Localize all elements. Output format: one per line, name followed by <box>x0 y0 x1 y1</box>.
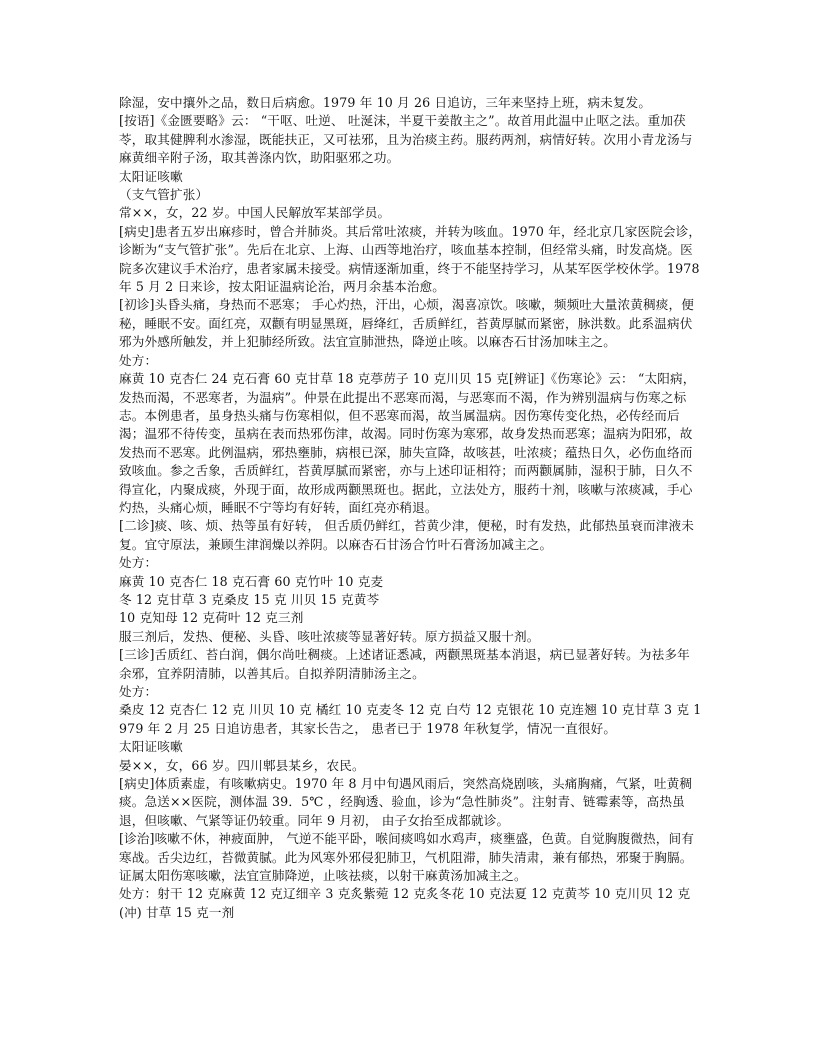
prescription-line: 麻黄 10 克杏仁 18 克石膏 60 克竹叶 10 克麦 <box>119 573 384 589</box>
prescription-label: 处方： <box>119 555 158 571</box>
case-heading: 太阳证咳嗽 <box>119 168 183 184</box>
patient-info: 晏××，女，66 岁。四川郫县某乡，农民。 <box>119 757 365 773</box>
paragraph-prescription-followup: 桑皮 12 克杏仁 12 克 川贝 10 克 橘红 10 克麦冬 12 克 白芍 12 克银花 10 克连翘 10 克甘草 3 克 1979 年 2 月 25 日追访患者，其家长告之， 患者已于 1978 年秋复学，情况一直很好。 <box>119 702 702 736</box>
paragraph-history: [病史]患者五岁出麻疹时，曾合并肺炎。其后常吐浓痰，并转为咳血。1970 年，经北京几家医院会诊，诊断为“支气管扩张”。先后在北京、上海、山西等地治疗，咳血基本控制，但经常头痛，时发高烧。医院多次建议手术治疗，患者家属未接受。病情逐渐加重，终于不能坚持学习，从某军医学校休学。1978 年 5 月 2 日来诊，按太阳证温病论治，两月余基本治愈。 <box>119 223 704 295</box>
paragraph-prescription-analysis: 麻黄 10 克杏仁 24 克石膏 60 克甘草 18 克葶苈子 10 克川贝 15 克[辨证]《伤寒论》云： “太阳病， 发热而渴，不恶寒者，为温病”。仲景在此提出不恶寒而渴，与恶寒而不渴，作为辨别温病与伤寒之标志。本例患者，虽身热头痛与伤寒相似，但不恶寒而渴，故当属温病。因伤寒传变化热，必传经而后渴；温邪不待传变，虽病在表而热邪伤津，故渴。同时伤寒为寒邪，故身发热而恶寒；温病为阳邪，故发热而不恶寒。此例温病，邪热壅肺，病根已深，肺失宣降，故咳甚，吐浓痰；蕴热日久，必伤血络而致咳血。参之舌象，舌质鲜红，苔黄厚腻而紧密，亦与上述印证相符；而两颧属肺，湿积于肺，日久不得宣化，内聚成痰，外现于面，故形成两颧黑斑也。据此，立法处方，服药十剂，咳嗽与浓痰减，手心灼热，头痛心烦，睡眠不宁等均有好转，面红亮亦稍退。 <box>119 371 700 515</box>
patient-info: 常××，女，22 岁。中国人民解放军某部学员。 <box>119 205 391 221</box>
paragraph-commentary: [按语]《金匮要略》云： “干呕、吐逆、 吐涎沫，半夏干姜散主之”。故首用此温中止呕之法。重加茯苓，取其健脾利水渗湿，既能扶正，又可祛邪，且为治痰主药。服药两剂，病情好转。次用小青龙汤与麻黄细辛附子汤，取其善涤内饮，助阳驱邪之功。 <box>119 113 693 166</box>
case-heading: 太阳证咳嗽 <box>119 739 183 755</box>
prescription-line: 10 克知母 12 克荷叶 12 克三剂 <box>119 610 304 626</box>
paragraph-prescription: 处方：射干 12 克麻黄 12 克辽细辛 3 克炙紫菀 12 克炙冬花 10 克法夏 12 克黄芩 10 克川贝 12 克(冲) 甘草 15 克一剂 <box>119 886 691 920</box>
paragraph-third-visit: [三诊]舌质红、苔白润，偶尔尚吐稠痰。上述诸证悉减，两颧黑斑基本消退，病已显著好转。为祛多年余邪，宜养阴清肺，以善其后。自拟养阴清肺汤主之。 <box>119 647 690 681</box>
prescription-label: 处方： <box>119 684 158 699</box>
paragraph-first-visit: [初诊]头昏头痛，身热而不恶寒； 手心灼热，汗出，心烦，渴喜凉饮。咳嗽，频频吐大量浓黄稠痰，便秘，睡眠不安。面红亮，双颧有明显黑斑，唇绛红，舌质鲜红，苔黄厚腻而紧密，脉洪数。此系温病伏邪为外感所触发，并上犯肺经所致。法宜宣肺泄热，降逆止咳。以麻杏石甘汤加味主之。 <box>119 297 695 350</box>
document-page <box>119 94 702 922</box>
case-subheading: （支气管扩张） <box>119 187 209 203</box>
prescription-line: 冬 12 克甘草 3 克桑皮 15 克 川贝 15 克黄芩 <box>119 591 380 607</box>
paragraph-progress: 服三剂后，发热、便秘、头昏、咳吐浓痰等显著好转。原方损益又服十剂。 <box>119 628 540 644</box>
prescription-label: 处方： <box>119 352 158 368</box>
paragraph-diagnosis: [诊治]咳嗽不休，神疲面肿， 气逆不能平卧，喉间痰鸣如水鸡声，痰壅盛，色黄。自觉胸腹微热，间有寒战。舌尖边红，苔微黄腻。此为风寒外邪侵犯肺卫，气机阻滞，肺失清肃，兼有郁热，邪聚于胸膈。证属太阳伤寒咳嗽，法宜宣肺降逆，止咳祛痰，以射干麻黄汤加减主之。 <box>119 831 695 884</box>
paragraph-case-followup: 除湿，安中攘外之品，数日后病愈。1979 年 10 月 26 日追访，三年来坚持上班，病未复发。 <box>119 95 652 110</box>
paragraph-history: [病史]体质素虚，有咳嗽病史。1970 年 8 月中旬遇风雨后，突然高烧剧咳，头痛胸痛，气紧，吐黄稠痰。急送××医院，测体温 39．5℃ ，经胸透、验血，诊为“急性肺炎”。注射青、链霉素等，高热虽退，但咳嗽、气紧等证仍较重。同年 9 月初， 由子女抬至成都就诊。 <box>119 776 693 828</box>
paragraph-second-visit: [二诊]痰、咳、烦、热等虽有好转， 但舌质仍鲜红，苔黄少津，便秘，时有发热，此郁热虽衰而津液未复。宜守原法，兼顾生津润燥以养阴。以麻杏石甘汤合竹叶石膏汤加减主之。 <box>119 518 695 552</box>
